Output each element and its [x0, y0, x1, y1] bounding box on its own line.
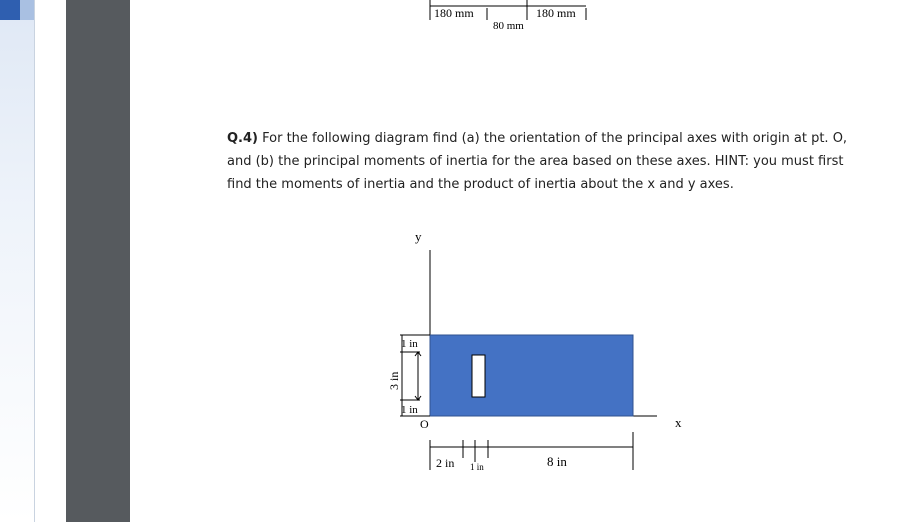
- question-number: Q.4): [227, 131, 258, 146]
- dim-hole-left: 2 in: [436, 456, 455, 470]
- bottom-dimension-lines: [430, 432, 633, 470]
- origin-label: O: [420, 417, 429, 431]
- prev-dim-middle: 80 mm: [493, 20, 524, 32]
- question-text: For the following diagram find (a) the orientation of the principal axes with origin at pt. O, and (b) the principal moments of inertia for the area based on these axes. HINT: you must first find the moments of inertia and the product of inertia about the x and y axes.: [227, 131, 848, 192]
- prev-dim-right: 180 mm: [536, 6, 576, 20]
- dim-height: 3 in: [387, 371, 401, 390]
- x-axis-label: x: [675, 415, 682, 430]
- dim-bottom-offset: 1 in: [401, 404, 418, 416]
- prev-dim-left: 180 mm: [434, 6, 474, 20]
- dim-width: 8 in: [547, 454, 567, 469]
- rectangular-hole: [472, 355, 485, 397]
- rectangle-area: [430, 335, 633, 416]
- dim-hole-width: 1 in: [470, 462, 484, 472]
- dim-top-offset: 1 in: [401, 338, 418, 350]
- section-figure: [387, 229, 682, 472]
- y-axis-label: y: [415, 229, 422, 244]
